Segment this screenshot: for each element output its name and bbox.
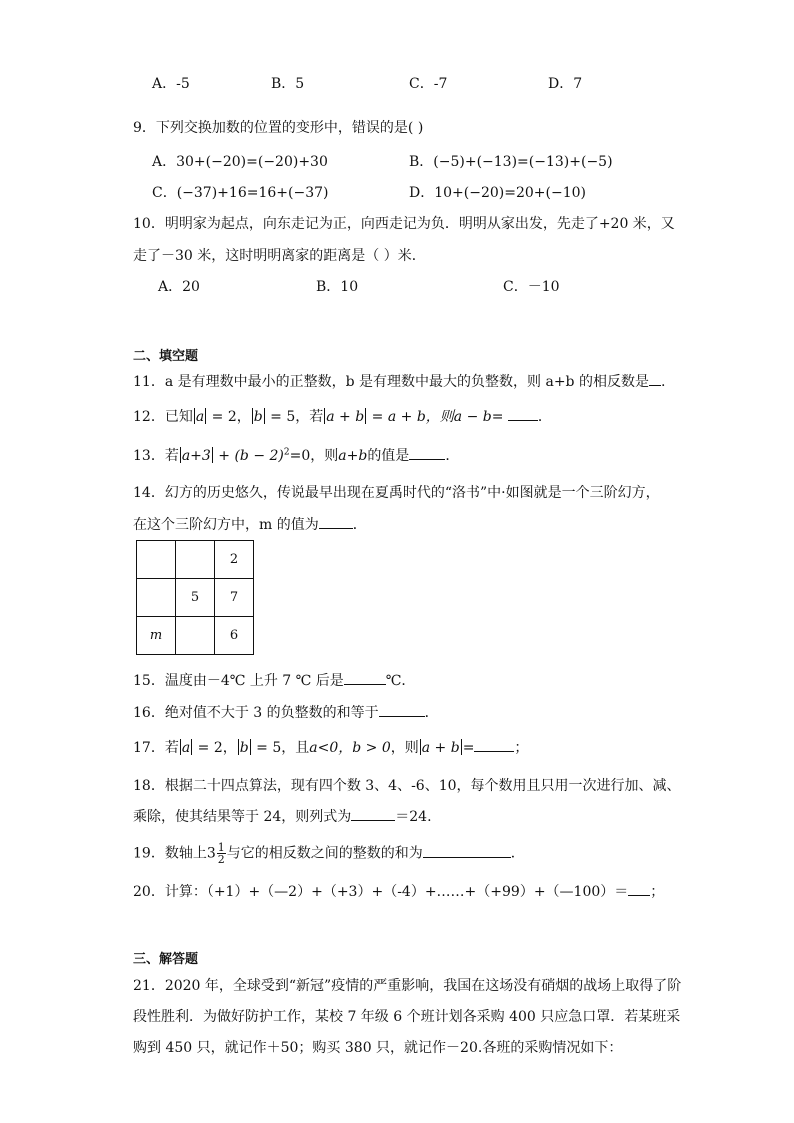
q17-blank xyxy=(474,737,514,752)
q9-stem: 9．下列交换加数的位置的变形中，错误的是( ) xyxy=(133,120,424,136)
q13-ab: a+b xyxy=(338,448,368,464)
q17-abs-sum: a + b xyxy=(421,740,460,756)
q18-line2 xyxy=(133,806,432,826)
abs-bar xyxy=(191,739,192,755)
q11-text: 11．a 是有理数中最小的正整数，b 是有理数中最大的负整数，则 a+b 的相反数是 xyxy=(133,374,649,390)
q12-eq3: = a + b，则 xyxy=(371,409,454,425)
abs-bar xyxy=(238,739,239,755)
abs-bar xyxy=(180,447,181,463)
q10-option-a: A．20 xyxy=(158,279,200,295)
q12-abs-sum: a + b xyxy=(326,409,365,425)
q14-line2: 在这个三阶幻方中，m 的值为 ． xyxy=(133,514,367,534)
q14-line2-text: 在这个三阶幻方中，m 的值为 xyxy=(133,517,319,533)
q13-tail: =0，则 xyxy=(289,448,339,464)
section-title-answer: 三、解答题 xyxy=(133,952,199,967)
q20-text: 20．计算：（+1）+（—2）+（+3）+（-4）+……+（+99）+（—100）＝ xyxy=(133,884,629,900)
q9-option-a: A．30+(−20)=(−20)+30 xyxy=(152,154,328,170)
magic-square-grid xyxy=(136,540,254,655)
abs-bar xyxy=(252,408,253,424)
q13-prefix: 13．若 xyxy=(133,448,179,464)
q17-eq4: = xyxy=(462,740,475,756)
q16-blank xyxy=(379,702,425,717)
abs-bar xyxy=(461,739,462,755)
q17-prefix: 17．若 xyxy=(133,740,179,756)
q12-expr: a − b xyxy=(453,409,492,425)
abs-bar xyxy=(420,739,421,755)
grid-cell: m xyxy=(137,617,176,655)
grid-cell xyxy=(176,617,215,655)
q11-blank xyxy=(649,371,661,386)
q17: 17．若 a = 2， b = 5，且a<0，b > 0，则 a + b = ； xyxy=(133,737,528,757)
q15-blank xyxy=(344,670,386,685)
grid-cell: 2 xyxy=(215,541,254,579)
abs-bar xyxy=(205,408,206,424)
q14-line1: 14．幻方的历史悠久，传说最早出现在夏禹时代的“洛书”中·如图就是一个三阶幻方， xyxy=(133,485,660,501)
q20-blank xyxy=(628,881,650,896)
q12-eq1: = 2， xyxy=(211,409,251,425)
q8-option-b: B．5 xyxy=(271,76,305,92)
grid-cell: 7 xyxy=(215,579,254,617)
q10-line2: 走了－30 米，这时明明离家的距离是（ ）米． xyxy=(133,248,426,264)
abs-bar xyxy=(264,408,265,424)
q8-option-d: D．7 xyxy=(548,76,583,92)
q10-option-b: B．10 xyxy=(316,279,359,295)
q17-condition: a<0，b > 0 xyxy=(309,740,391,756)
q20: 20．计算：（+1）+（—2）+（+3）+（-4）+……+（+99）+（—100）＝ ； xyxy=(133,881,664,901)
q17-eq3: ，则 xyxy=(390,740,419,756)
q12-eq4: = xyxy=(491,409,508,425)
q18-line2-post: ＝24. xyxy=(395,809,432,825)
q13-square-base: (b − 2) xyxy=(234,448,284,464)
q18-blank xyxy=(351,806,395,821)
q12-var-b: b xyxy=(253,409,263,425)
q17-var-a: a xyxy=(181,740,191,756)
q15-text: 15．温度由－4℃ 上升 7 ℃ 后是 xyxy=(133,673,344,689)
q13-exponent: 2 xyxy=(283,447,290,458)
grid-cell: 5 xyxy=(176,579,215,617)
q19-mixed-whole: 3 xyxy=(206,845,216,862)
q16: 16．绝对值不大于 3 的负整数的和等于 ． xyxy=(133,702,439,722)
q12-eq2: = 5，若 xyxy=(270,409,324,425)
q19: 19．数轴上3 $\frac{1}{2}$ 与它的相反数之间的整数的和为 ． xyxy=(133,841,525,866)
grid-cell: 6 xyxy=(215,617,254,655)
q10-option-c: C．－10 xyxy=(503,279,560,295)
grid-cell xyxy=(176,541,215,579)
q8-option-c: C．-7 xyxy=(409,76,448,92)
abs-bar xyxy=(212,447,213,463)
q16-text: 16．绝对值不大于 3 的负整数的和等于 xyxy=(133,705,379,721)
q9-option-b: B．(−5)+(−13)=(−13)+(−5) xyxy=(409,154,613,170)
q9-option-d: D．10+(−20)=20+(−10) xyxy=(409,185,586,201)
q8-option-a: A．-5 xyxy=(152,76,190,92)
abs-bar xyxy=(250,739,251,755)
q19-numerator: 1 xyxy=(217,841,225,854)
q13-blank xyxy=(409,445,445,460)
q12-prefix: 12．已知 xyxy=(133,409,193,425)
abs-bar xyxy=(194,408,195,424)
section-title-fill-in: 二、填空题 xyxy=(133,349,199,364)
q12: 12．已知 a = 2， b = 5，若 a + b = a + b，则a − b= ． xyxy=(133,406,552,426)
q15 xyxy=(133,670,415,690)
abs-bar xyxy=(365,408,366,424)
q17-eq2: = 5，且 xyxy=(256,740,310,756)
q19-prefix: 19．数轴上 xyxy=(133,845,207,862)
grid-cell xyxy=(137,541,176,579)
grid-cell xyxy=(137,579,176,617)
abs-bar xyxy=(180,739,181,755)
q19-denominator: 2 xyxy=(217,853,225,866)
q13-tail2: 的值是 xyxy=(367,448,410,464)
q13-abs-expr: a+3 xyxy=(181,448,211,464)
q10-line1: 10．明明家为起点，向东走记为正，向西走记为负．明明从家出发，先走了+20 米，又 xyxy=(133,216,675,232)
q14-blank xyxy=(319,514,353,529)
q19-fraction xyxy=(217,842,226,865)
q21-line2: 段性胜利．为做好防护工作，某校 7 年级 6 个班计划各采购 400 只应急口罩．若某班采 xyxy=(133,1009,681,1025)
q21-line3: 购到 450 只，就记作＋50；购买 380 只，就记作－20.各班的采购情况如下： xyxy=(133,1040,623,1056)
q11: 11．a 是有理数中最小的正整数，b 是有理数中最大的负整数，则 a+b 的相反数是 . xyxy=(133,371,665,391)
q12-blank xyxy=(508,406,538,421)
q17-eq1: = 2， xyxy=(197,740,237,756)
q18-line1: 18．根据二十四点算法，现有四个数 3、4、-6、10，每个数用且只用一次进行加、减、 xyxy=(133,778,681,794)
q9-option-c: C．(−37)+16=16+(−37) xyxy=(152,185,329,201)
q15-post: ℃． xyxy=(385,673,416,689)
q13: 13．若 $a+3 + (b - 2)^2=0$，则a+b的值是 ． xyxy=(133,445,459,465)
q17-var-b: b xyxy=(239,740,249,756)
q21-line1: 21．2020 年，全球受到“新冠”疫情的严重影响，我国在这场没有硝烟的战场上取得了阶 xyxy=(133,978,682,994)
q12-var-a: a xyxy=(195,409,205,425)
q19-post: 与它的相反数之间的整数的和为 xyxy=(226,845,423,862)
q18-line2-text: 乘除，使其结果等于 24，则列式为 xyxy=(133,809,352,825)
q19-blank xyxy=(423,843,511,858)
q13-plus: + xyxy=(218,448,230,464)
